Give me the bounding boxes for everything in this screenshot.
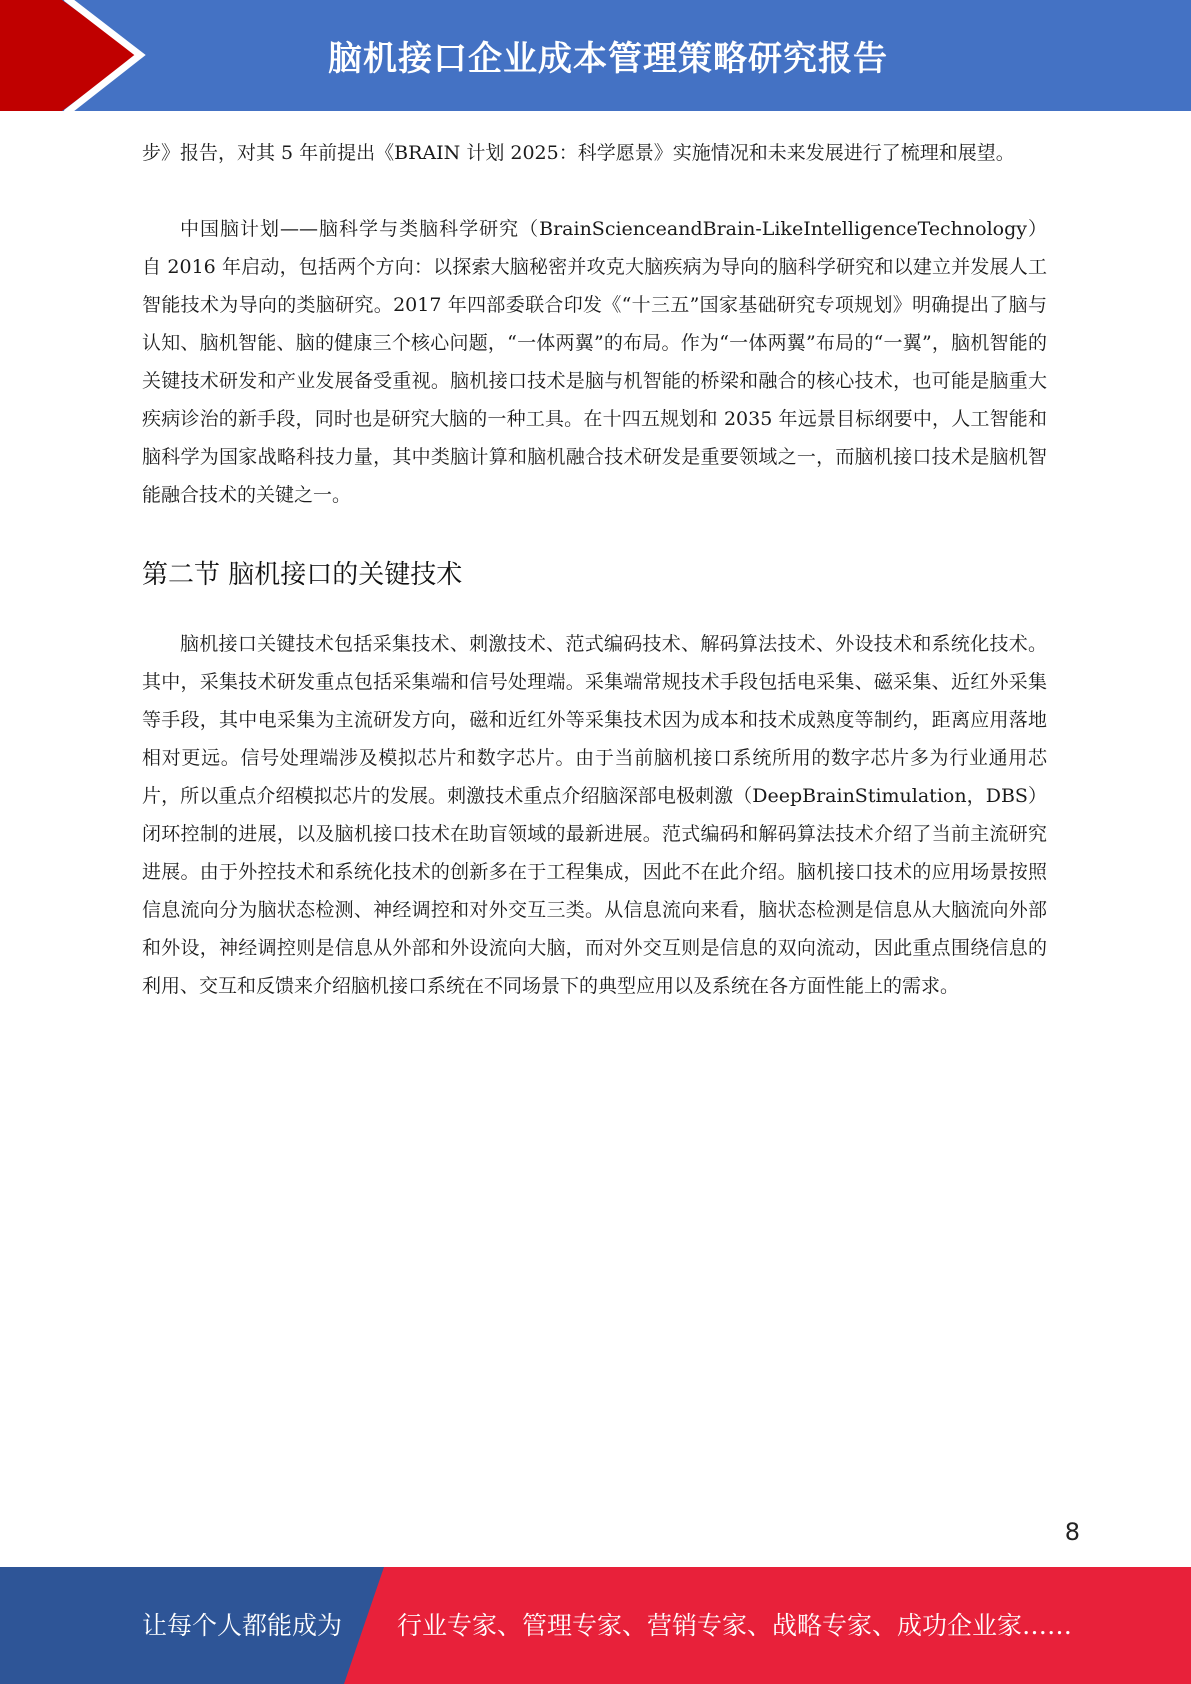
page-footer bbox=[0, 1567, 1191, 1684]
document-title: 脑机接口企业成本管理策略研究报告 bbox=[328, 39, 888, 79]
body-paragraph: 脑机接口关键技术包括采集技术、刺激技术、范式编码技术、解码算法技术、外设技术和系统化技术。其中，采集技术研发重点包括采集端和信号处理端。采集端常规技术手段包括电采集、磁采集、近红外采集等手段，其中电采集为主流研发方向，磁和近红外等采集技术因为成本和技术成熟度等制约，距离应用落地相对更远。信号处理端涉及模拟芯片和数字芯片。由于当前脑机接口系统所用的数字芯片多为行业通用芯片，所以重点介绍模拟芯片的发展。刺激技术重点介绍脑深部电极刺激（DeepBrainStimulation，DBS）闭环控制的进展，以及脑机接口技术在助盲领域的最新进展。范式编码和解码算法技术介绍了当前主流研究进展。由于外控技术和系统化技术的创新多在于工程集成，因此不在此介绍。脑机接口技术的应用场景按照信息流向分为脑状态检测、神经调控和对外交互三类。从信息流向来看，脑状态检测是信息从大脑流向外部和外设，神经调控则是信息从外部和外设流向大脑，而对外交互则是信息的双向流动，因此重点围绕信息的利用、交互和反馈来介绍脑机接口系统在不同场景下的典型应用以及系统在各方面性能上的需求。 bbox=[142, 633, 1047, 997]
body-paragraph: 中国脑计划——脑科学与类脑科学研究（BrainScienceandBrain-LikeIntelligenceTechnology）自 2016 年启动，包括两个方向：以探索大脑秘密并攻克大脑疾病为导向的脑科学研究和以建立并发展人工智能技术为导向的类脑研究。2017 年四部委联合印发《“十三五”国家基础研究专项规划》明确提出了脑与认知、脑机智能、脑的健康三个核心问题，“一体两翼”的布局。作为“一体两翼”布局的“一翼”，脑机智能的关键技术研发和产业发展备受重视。脑机接口技术是脑与机智能的桥梁和融合的核心技术，也可能是脑重大疾病诊治的新手段，同时也是研究大脑的一种工具。在十四五规划和 2035 年远景目标纲要中，人工智能和脑科学为国家战略科技力量，其中类脑计算和脑机融合技术研发是重要领域之一，而脑机接口技术是脑机智能融合技术的关键之一。 bbox=[142, 218, 1047, 506]
page-number: 8 bbox=[1064, 1518, 1080, 1546]
body-paragraph: 步》报告，对其 5 年前提出《BRAIN 计划 2025：科学愿景》实施情况和未来发展进行了梳理和展望。 bbox=[142, 142, 1015, 164]
footer-slogan-right: 行业专家、管理专家、营销专家、战略专家、成功企业家…… bbox=[397, 1611, 1073, 1640]
page-header bbox=[0, 0, 1191, 111]
footer-slogan-left: 让每个人都能成为 bbox=[142, 1611, 343, 1640]
section-heading: 第二节 脑机接口的关键技术 bbox=[142, 560, 463, 590]
page-content bbox=[142, 134, 1047, 1005]
